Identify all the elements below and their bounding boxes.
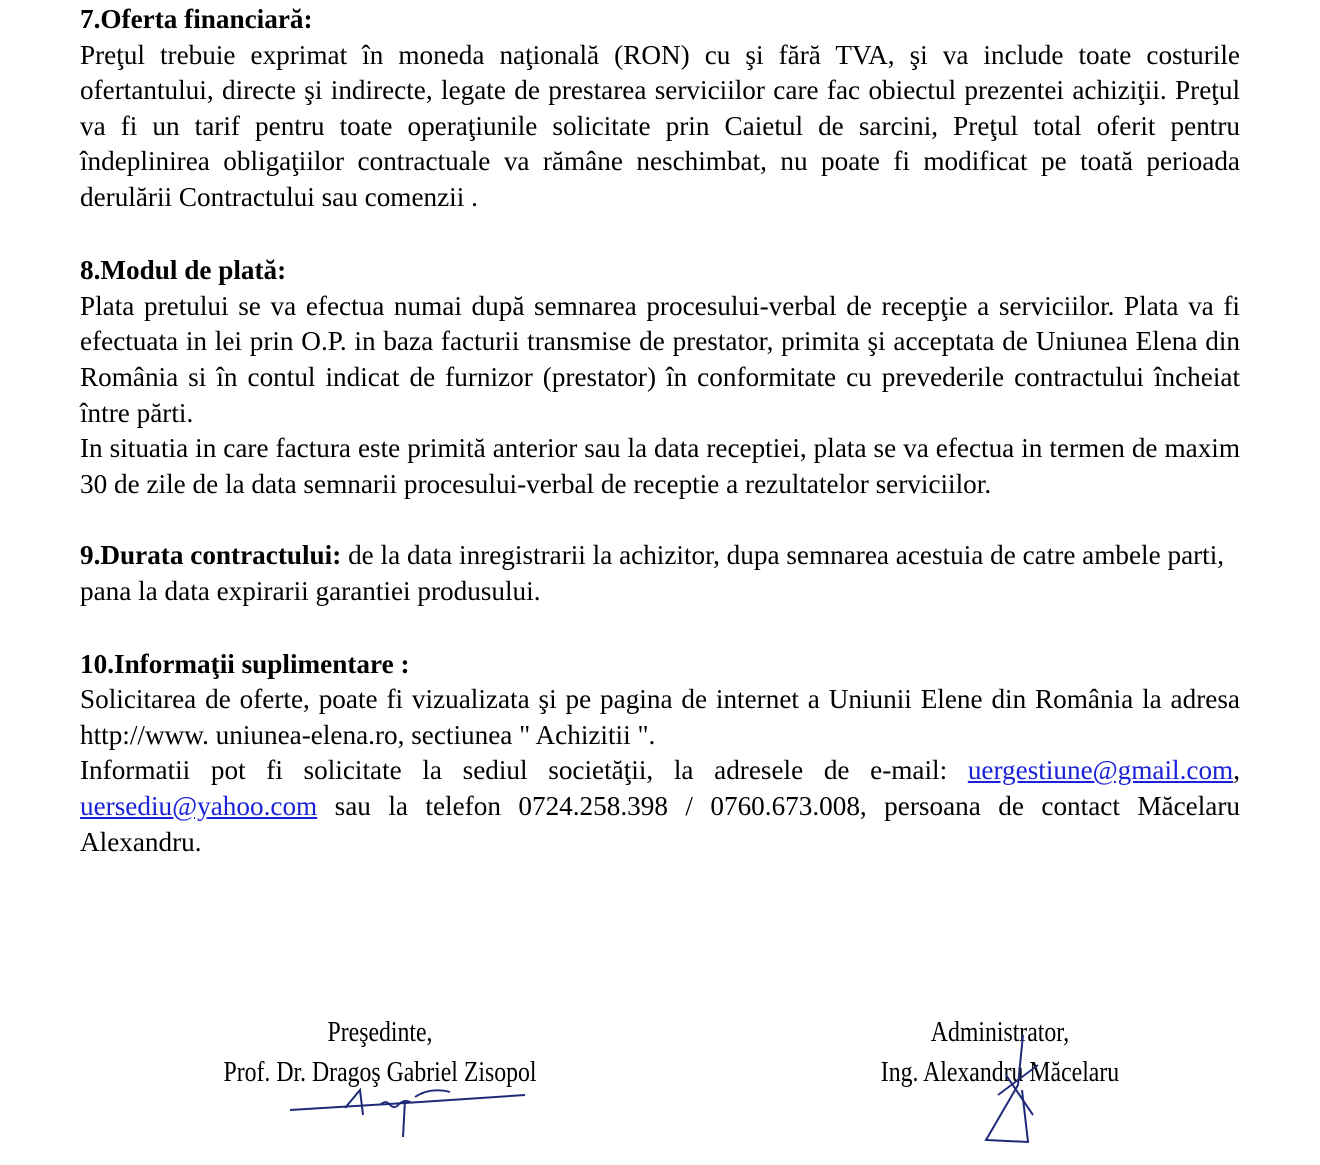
contact-text: Informatii pot fi solicitate la sediul societăţii, la adresele de e-mail: bbox=[80, 755, 968, 786]
section-body: Preţul trebuie exprimat în moneda naţională (RON) cu şi fără TVA, şi va include toate costurile ofertantului, directe şi indirecte, legate de prestarea serviciilor care fac obiectul prezentei achiziţii. Preţul va fi un tarif pentru toate operaţiunile solicitate prin Caietul de sarcini, Preţul total oferit pentru îndeplinirea obligaţiilor contractuale va rămâne neschimbat, nu poate fi modificat pe toată perioada derulării Contractului sau comenzii . bbox=[80, 39, 1240, 212]
signature-title: Administrator, bbox=[930, 1016, 1070, 1048]
comma-separator: , bbox=[1233, 755, 1240, 786]
contact-text: sau la telefon 0724.258.398 / 0760.673.008, persoana de contact Măcelaru Alexandru. bbox=[80, 791, 1240, 857]
email-link-gestiune[interactable]: uergestiune@gmail.com bbox=[967, 755, 1234, 786]
contact-paragraph bbox=[80, 753, 1240, 860]
section-informatii-suplimentare bbox=[80, 647, 1240, 861]
email-link-sediu[interactable]: uersediu@yahoo.com bbox=[80, 791, 318, 822]
section-heading: 8.Modul de plată: bbox=[80, 255, 287, 286]
section-heading: 7.Oferta financiară: bbox=[80, 4, 313, 34]
section-paragraph: Plata pretului se va efectua numai după semnarea procesului-verbal de recepţie a serviciilor. Plata va fi efectuata in lei prin O.P. in baza facturii transmise de prestator, primita şi acceptata de Uniunea Elena din România si în contul indicat de furnizor (prestator) în conformitate cu prevederile contractului încheiat între părti. bbox=[80, 290, 1240, 428]
section-paragraph: In situatia in care factura este primită anterior sau la data receptiei, plata se va efectua in termen de maxim 30 de zile de la data semnarii procesului-verbal de receptie a rezultatelor serviciilor. bbox=[80, 433, 1240, 499]
section-oferta-financiara bbox=[80, 2, 1240, 216]
signature-title: Preşedinte, bbox=[327, 1016, 433, 1048]
section-paragraph bbox=[80, 538, 1240, 609]
section-durata-contractului bbox=[80, 538, 1240, 609]
section-body: de la data inregistrarii la achizitor, dupa semnarea acestuia de catre ambele parti, pana la data expirarii garantiei produsului. bbox=[80, 539, 1225, 606]
section-heading: 9.Durata contractului: bbox=[80, 539, 342, 570]
section-heading: 10.Informaţii suplimentare : bbox=[80, 648, 410, 679]
section-modul-de-plata bbox=[80, 253, 1240, 502]
signature-name: Prof. Dr. Dragoş Gabriel Zisopol bbox=[223, 1056, 537, 1088]
president-signature-scribble bbox=[285, 1075, 545, 1145]
document-page bbox=[80, 0, 1240, 860]
signature-name: Ing. Alexandru Măcelaru bbox=[880, 1056, 1120, 1088]
administrator-signature-scribble bbox=[978, 1030, 1048, 1155]
section-paragraph: Solicitarea de oferte, poate fi vizualizata şi pe pagina de internet a Uniunii Elene din România la adresa http://www. uniunea-elena.ro, sectiunea " Achizitii ". bbox=[80, 684, 1240, 750]
